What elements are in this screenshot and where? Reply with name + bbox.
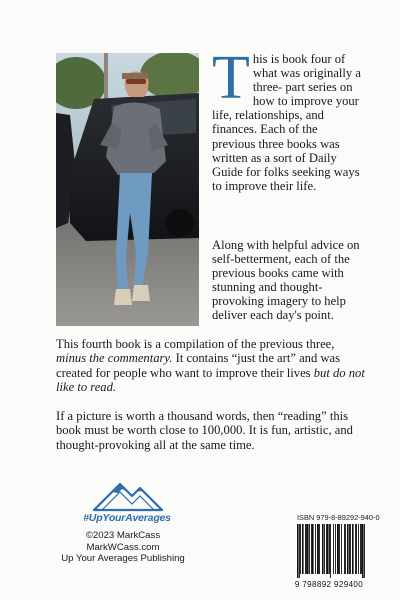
up-your-averages-logo: [72, 478, 182, 528]
logo-text: #UpYourAverages: [83, 512, 171, 524]
website: MarkWCass.com: [86, 541, 160, 553]
publisher-name: Up Your Averages Publishing: [61, 553, 185, 565]
second-paragraph: Along with helpful advice on self-betterment, each of the previous books came with stunning and thought-provoking imagery to help deliver each day's point.: [212, 238, 360, 323]
publisher-info: [60, 530, 186, 565]
para3-emphasis1: minus the commentary.: [56, 351, 173, 366]
author-photo: [56, 53, 199, 326]
copyright: ©2023 MarkCass: [85, 530, 161, 541]
fourth-paragraph: If a picture is worth a thousand words, then “reading” this book must be worth close to 100,000. It is fun, artistic, and thought-provoking all at the same time.: [56, 409, 353, 452]
isbn-label: ISBN 979-8-89292-940-0: [297, 513, 380, 522]
barcode-bars: [295, 522, 367, 579]
drop-cap: T: [212, 44, 250, 112]
third-paragraph: [56, 337, 366, 395]
para3-part2: It contains “just the art” and was created for people who want to improve their lives: [56, 351, 340, 380]
intro-paragraph: [212, 44, 364, 193]
intro-text: his is book four of what was originally a three- part series on how to improve your life, relationships, and finances. Each of the previous three books was written as a sort of Daily Guide for folks seeking ways to improve their life.: [212, 52, 361, 193]
barcode-digits: 9 798892 929400: [294, 580, 364, 589]
barcode: [295, 522, 367, 579]
para3-part1: This fourth book is a compilation of the previous three,: [56, 337, 335, 351]
para3-emphasis2: but do not like to read.: [56, 365, 365, 395]
mountain-icon: [72, 478, 182, 512]
